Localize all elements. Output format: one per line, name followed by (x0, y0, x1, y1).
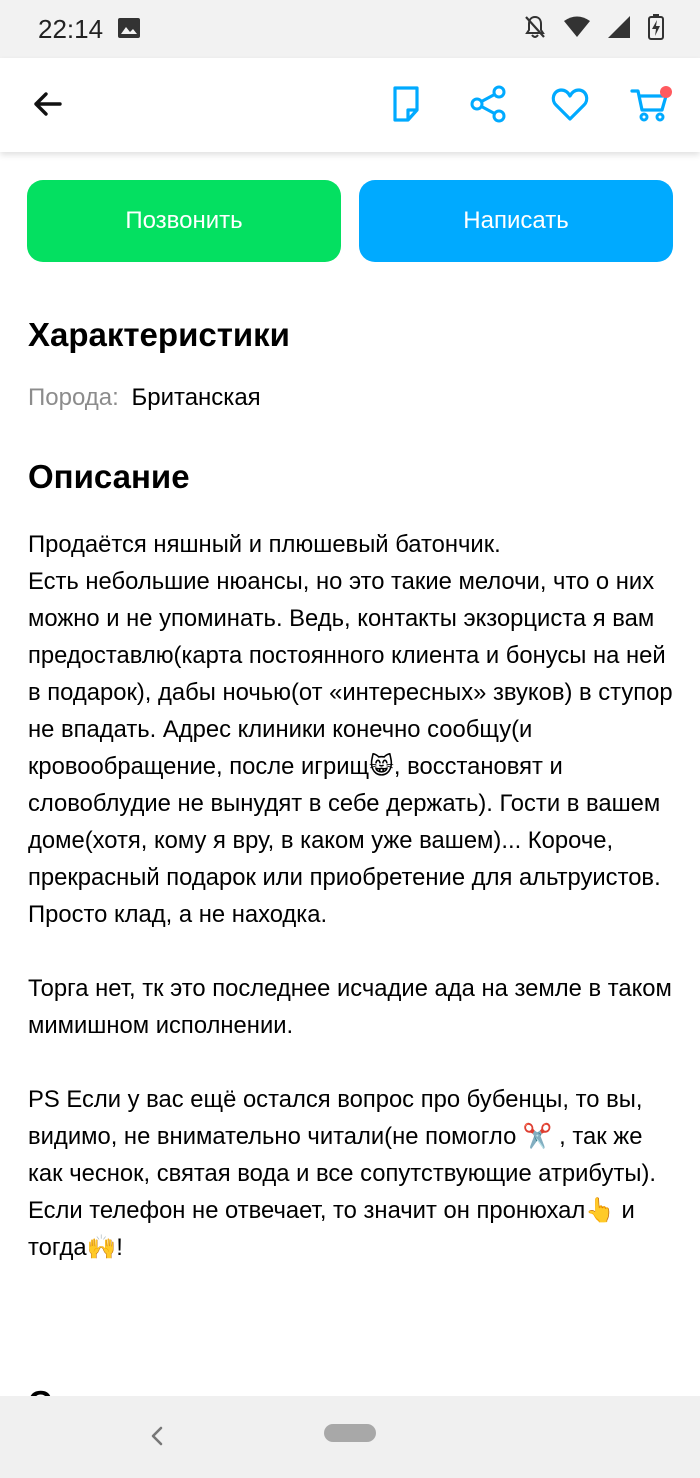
breed-row (28, 384, 261, 412)
call-button-label: Позвонить (125, 207, 243, 234)
breed-value: Британская (131, 384, 261, 411)
heart-icon[interactable] (550, 84, 590, 124)
back-arrow-icon[interactable] (28, 84, 68, 124)
note-icon[interactable] (386, 84, 426, 124)
call-button[interactable] (27, 180, 341, 262)
write-button-label: Написать (463, 207, 569, 234)
system-nav-bar (0, 1396, 700, 1478)
image-icon (118, 18, 140, 38)
top-toolbar (0, 58, 700, 152)
status-time: 22:14 (38, 14, 104, 44)
description-text: Продаётся няшный и плюшевый батончик. Есть небольшие нюансы, но это такие мелочи, что о них можно и не упоминать. Ведь, контакты экзорциста я вам предоставлю(карта постоянного клиента и бонусы на ней в подарок), дабы ночью(от «интересных» звуков) в ступор не впадать. Адрес клиники конечно сообщу(и кровообращение, после игрищ😸, восстановят и словоблудие не вынудят в себе держать). Гости в вашем доме(хотя, кому я вру, в каком уже вашем)... Короче, прекрасный подарок или приобретение для альтруистов. Просто клад, а не находка. Торга нет, тк это последнее исчадие ада на земле в таком мимишном исполнении. PS Если у вас ещё остался вопрос про бубенцы, то вы, видимо, не внимательно читали(не помогло ✂️ , так же как чеснок, святая вода и все сопутствующие атрибуты). Если телефон не отвечает, то значит он пронюхал👆 и тогда🙌! (28, 531, 673, 1261)
nav-back-icon[interactable] (146, 1424, 170, 1448)
bell-off-icon (524, 15, 546, 39)
breed-label: Порода: (28, 384, 119, 411)
signal-icon (608, 16, 630, 38)
nav-home-pill[interactable] (324, 1424, 376, 1442)
cart-badge-dot (660, 86, 672, 98)
share-icon[interactable] (468, 84, 508, 124)
wifi-icon (564, 16, 590, 38)
status-bar (0, 0, 700, 58)
characteristics-heading: Характеристики (28, 316, 290, 353)
write-button[interactable] (359, 180, 673, 262)
description-heading: Описание (28, 458, 190, 495)
status-icons (524, 14, 664, 40)
battery-charging-icon (648, 14, 664, 40)
